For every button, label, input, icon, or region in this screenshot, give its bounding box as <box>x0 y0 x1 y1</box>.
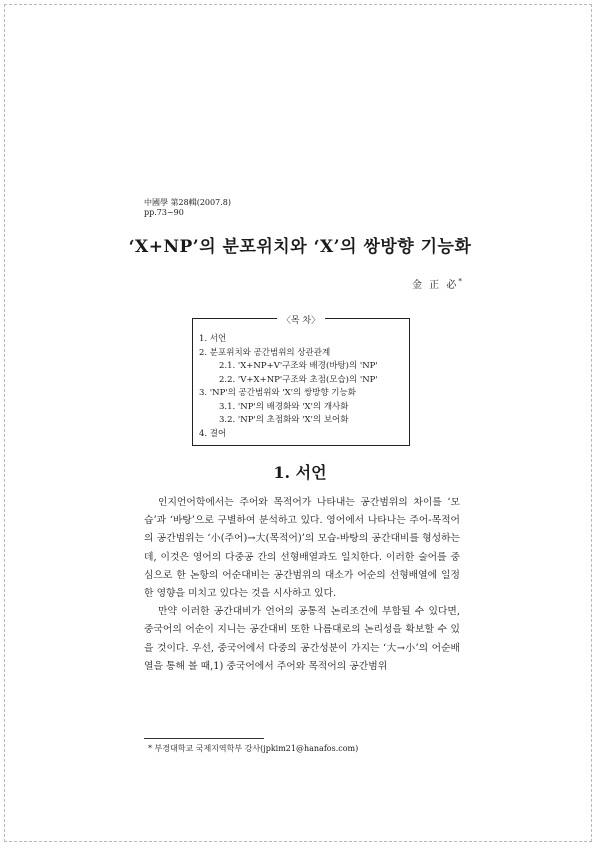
toc-item: 3. 'NP'의 공간범위와 'X'의 쌍방향 기능화 <box>199 388 356 398</box>
paper-title: ‘X+NP’의 분포위치와 ‘X’의 쌍방향 기능화 <box>128 237 472 257</box>
toc-item: 1. 서언 <box>199 334 227 344</box>
table-of-contents <box>192 318 410 446</box>
footnote-divider <box>144 738 264 739</box>
toc-item: 2. 분포위치와 공간범위의 상관관계 <box>199 347 331 358</box>
toc-list <box>199 333 378 441</box>
body-text <box>144 494 460 676</box>
toc-item: 4. 결어 <box>199 428 227 439</box>
section-heading: 1. 서언 <box>273 463 327 482</box>
toc-heading: 〈목 차〉 <box>277 316 325 326</box>
toc-subitem: 2.1. 'X+NP+V'구조와 배경(바탕)의 'NP' <box>219 361 378 371</box>
toc-subitem: 2.2. 'V+X+NP'구조와 초점(모습)의 'NP' <box>219 374 378 385</box>
author-footnote-mark: * <box>458 277 464 286</box>
paragraph: 만약 이러한 공간대비가 언어의 공통적 논리조건에 부합될 수 있다면, 중국어의 어순이 지니는 공간대비 또한 나름대로의 논리성을 확보할 수 있을 것이다. 우선, 중국어에서 다중의 공간성분이 가지는 ‘大→小’의 어순배열을 통해 볼 때,1) 중국어에서 주어와 목적어의 공간범위 <box>144 606 460 672</box>
toc-subitem: 3.1. 'NP'의 배경화와 'X'의 개사화 <box>219 401 349 412</box>
author-name: 金 正 必 <box>412 280 459 291</box>
toc-subitem: 3.2. 'NP'의 초점화와 'X'의 보어화 <box>219 415 349 425</box>
footnote: * 부경대학교 국제지역학부 강사(jpkim21@hanafos.com) <box>148 744 359 753</box>
journal-info <box>144 198 231 218</box>
journal-title: 中國學 第28輯(2007.8) <box>144 198 231 207</box>
paragraph: 인지언어학에서는 주어와 목적어가 나타내는 공간범위의 차이를 ‘모습’과 ‘바탕’으로 구별하여 분석하고 있다. 영어에서 나타나는 주어-목적어의 공간범위는 ‘小(주어)→大(목적어)’의 모습-바탕의 공간대비를 형성하는데, 이것은 영어의 다중공 간의 선형배열과도 일치한다. 이러한 술어를 중심으로 한 논항의 어순대비는 공간범위의 대소가 어순의 선형배열에 일정한 영향을 미치고 있다는 것을 시사하고 있다. <box>144 497 460 600</box>
author <box>412 276 464 291</box>
page-range: pp.73~90 <box>144 208 184 217</box>
